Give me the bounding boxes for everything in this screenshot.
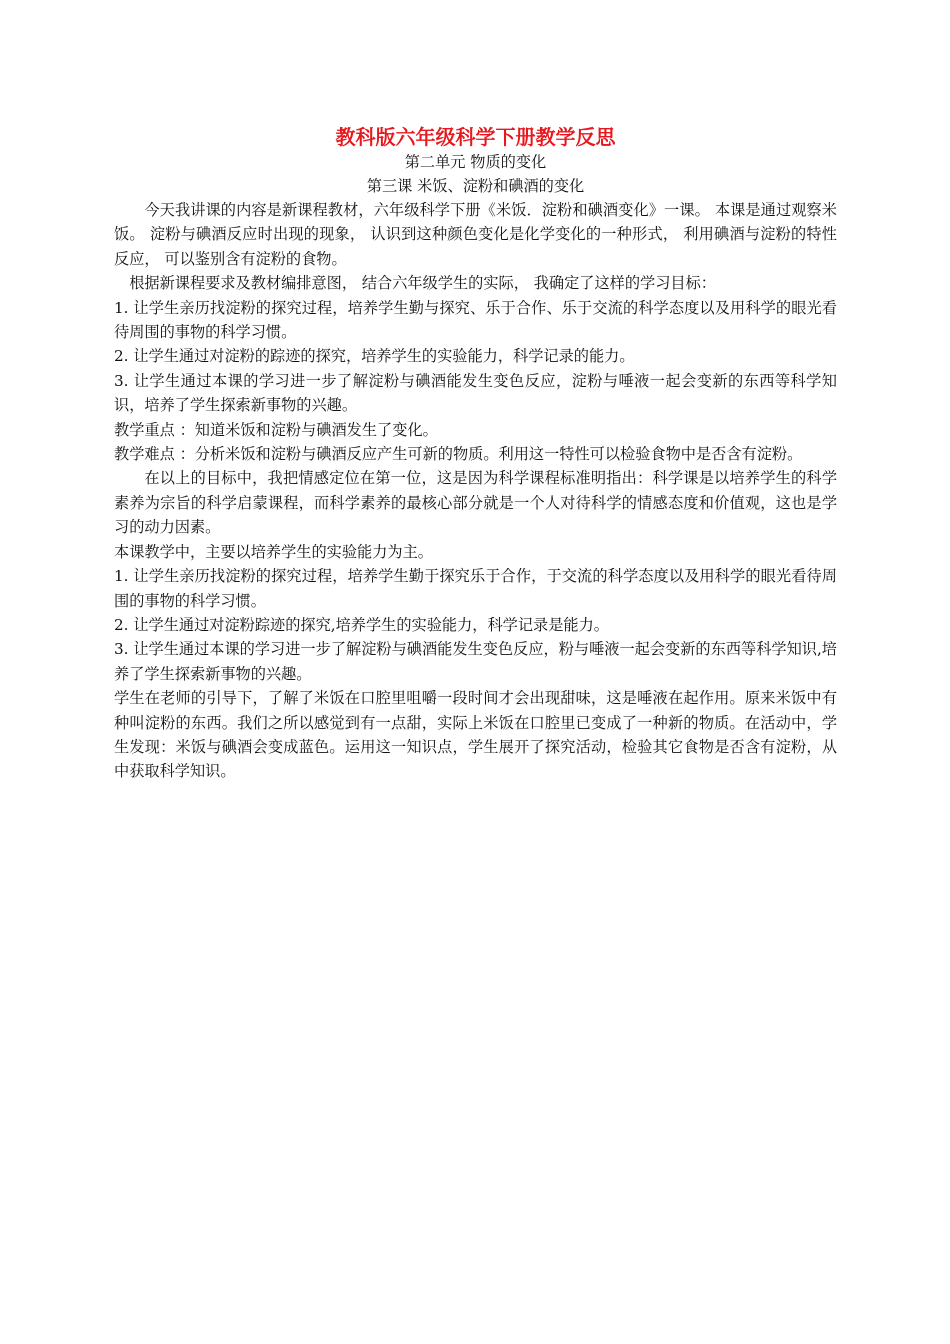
document-title: 教科版六年级科学下册教学反思 (335, 125, 616, 149)
document-page (114, 118, 837, 784)
method-item-3: 3. 让学生通过本课的学习进一步了解淀粉与碘酒能发生变色反应，粉与唾液一起会变新的东西等科学知识,培养了学生探索新事物的兴趣。 (114, 640, 837, 683)
goals-intro-paragraph: 根据新课程要求及教材编排意图， 结合六年级学生的实际， 我确定了这样的学习目标： (129, 274, 716, 293)
goal-item-3: 3. 让学生通过本课的学习进一步了解淀粉与碘酒能发生变色反应，淀粉与唾液一起会变新的东西等科学知识，培养了学生探索新事物的兴趣。 (114, 371, 837, 415)
emotion-goal-paragraph: 在以上的目标中，我把情感定位在第一位，这是因为科学课程标准明指出：科学课是以培养学生的科学素养为宗旨的科学启蒙课程，而科学素养的最核心部分就是一个人对待科学的情感态度和价值观，这也是学习的动力因素。 (114, 469, 837, 537)
method-item-2: 2. 让学生通过对淀粉踪迹的探究,培养学生的实验能力，科学记录是能力。 (114, 615, 609, 634)
intro-paragraph: 今天我讲课的内容是新课程教材，六年级科学下册《米饭．淀粉和碘酒变化》一课。 本课是通过观察米饭。 淀粉与碘酒反应时出现的现象， 认识到这种颜色变化是化学变化的一种形式， 利用碘酒与淀粉的特性反应， 可以鉴别含有淀粉的食物。 (114, 201, 837, 268)
goal-item-2: 2. 让学生通过对淀粉的踪迹的探究，培养学生的实验能力，科学记录的能力。 (114, 347, 635, 366)
teaching-focus: 教学重点 ：知道米饭和淀粉与碘酒发生了变化。 (114, 420, 438, 439)
lesson-heading: 第三课 米饭、淀粉和碘酒的变化 (366, 177, 585, 195)
teaching-difficulty: 教学难点 ：分析米饭和淀粉与碘酒反应产生可新的物质。利用这一特性可以检验食物中是否含有淀粉。 (114, 445, 803, 464)
method-item-1: 1. 让学生亲历找淀粉的探究过程，培养学生勤于探究乐于合作，于交流的科学态度以及用科学的眼光看待周围的事物的科学习惯。 (114, 567, 837, 610)
conclusion-paragraph: 学生在老师的引导下，了解了米饭在口腔里咀嚼一段时间才会出现甜味，这是唾液在起作用。原来米饭中有种叫淀粉的东西。我们之所以感觉到有一点甜，实际上米饭在口腔里已变成了一种新的物质。在活动中，学生发现：米饭与碘酒会变成蓝色。运用这一知识点，学生展开了探究活动，检验其它食物是否含有淀粉，从中获取科学知识。 (114, 689, 837, 781)
goal-item-1: 1. 让学生亲历找淀粉的探究过程，培养学生勤与探究、乐于合作、乐于交流的科学态度以及用科学的眼光看待周围的事物的科学习惯。 (114, 298, 837, 342)
teaching-main-paragraph: 本课教学中，主要以培养学生的实验能力为主。 (114, 542, 433, 561)
unit-heading: 第二单元 物质的变化 (404, 153, 547, 171)
